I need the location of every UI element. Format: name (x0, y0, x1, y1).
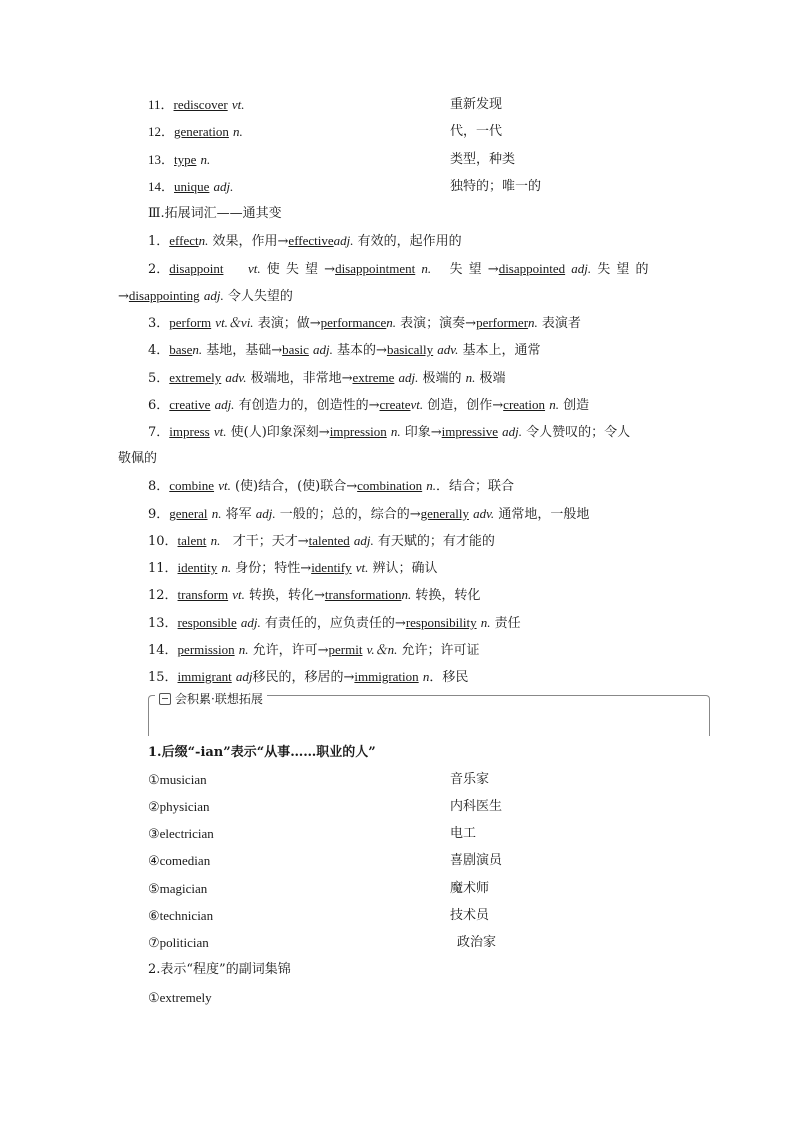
vocab-item: 12．generation n. (148, 124, 243, 139)
vocab-meaning: 类型，种类 (450, 152, 516, 167)
suffix-item-en: ⑤magician (148, 881, 208, 896)
suffix-item-en: ①musician (148, 772, 207, 787)
suffix-item-en: ②physician (148, 799, 210, 814)
extend-line: 7．impress vt. 使(人)印象深刻→impression n. 印象→impressive adj. 令人赞叹的；令人 (148, 424, 631, 440)
extend-line: 3．perform vt.＆vi. 表演；做→performancen. 表演；演奏→performern. 表演者 (148, 315, 581, 331)
extend-line-cont: 敬佩的 (118, 451, 158, 466)
extend-line: 13．responsible adj. 有责任的，应负责任的→responsibility n. 责任 (148, 615, 521, 631)
degree-item: ①extremely (148, 990, 212, 1005)
suffix-item-cn: 政治家 (457, 935, 497, 950)
suffix-item-cn: 喜剧演员 (450, 853, 503, 868)
suffix-title: 1.后缀“-ian”表示“从事……职业的人” (148, 745, 376, 760)
vocab-meaning: 重新发现 (450, 97, 503, 112)
extend-line: 6．creative adj. 有创造力的，创造性的→createvt. 创造，创作→creation n. 创造 (148, 397, 590, 413)
extend-line: 8．combine vt. (使)结合，(使)联合→combination n.．结合；联合 (148, 478, 515, 494)
vocab-item: 13．type n. (148, 152, 211, 167)
vocab-meaning: 独特的；唯一的 (450, 179, 542, 194)
extend-line: 12．transform vt. 转换，转化→transformationn. 转换，转化 (148, 587, 481, 603)
extend-line: 15．immigrant adj移民的，移居的→immigration n．移民 (148, 669, 469, 685)
extend-line: 14．permission n. 允许，许可→permit v.＆n. 允许；许可证 (148, 642, 480, 658)
suffix-item-cn: 内科医生 (450, 799, 503, 814)
section-title: Ⅲ.拓展词汇——通其变 (148, 206, 282, 221)
extend-line: 9．general n. 将军 adj. 一般的；总的，综合的→generally adv. 通常地，一般地 (148, 506, 590, 522)
suffix-item-en: ⑦politician (148, 935, 209, 950)
suffix-item-cn: 电工 (450, 826, 477, 841)
suffix-item-cn: 音乐家 (450, 772, 490, 787)
suffix-item-en: ⑥technician (148, 908, 214, 923)
vocab-meaning: 代，一代 (450, 124, 503, 139)
extend-line: 11．identity n. 身份；特性→identify vt. 辨认；确认 (148, 560, 438, 576)
suffix-item-en: ③electrician (148, 826, 214, 841)
extend-line: 5．extremely adv. 极端地，非常地→extreme adj. 极端的 n. 极端 (148, 370, 506, 386)
suffix-item-cn: 魔术师 (450, 881, 490, 896)
word: rediscover (173, 97, 228, 112)
extend-line: 10．talent n. 才干；天才→talented adj. 有天赋的；有才能的 (148, 533, 495, 549)
suffix-item-en: ④comedian (148, 853, 211, 868)
note-icon (159, 693, 171, 705)
vocab-item: 14．unique adj. (148, 179, 234, 194)
extend-line-cont: →disappointing adj. 令人失望的 (118, 288, 293, 304)
vocab-item: 11．rediscover vt. (148, 97, 245, 112)
extend-line: 4．basen. 基地，基础→basic adj. 基本的→basically adv. 基本上，通常 (148, 342, 541, 358)
box-header: 会积累·联想拓展 (155, 690, 267, 708)
degree-title: 2.表示“程度”的副词集锦 (148, 962, 291, 977)
extend-line: 1．effectn. 效果，作用→effectiveadj. 有效的，起作用的 (148, 233, 462, 249)
suffix-item-cn: 技术员 (450, 908, 490, 923)
extend-line: 2．disappoint vt. 使 失 望 →disappointment n. 失 望 →disappointed adj. 失 望 的 (148, 261, 649, 277)
